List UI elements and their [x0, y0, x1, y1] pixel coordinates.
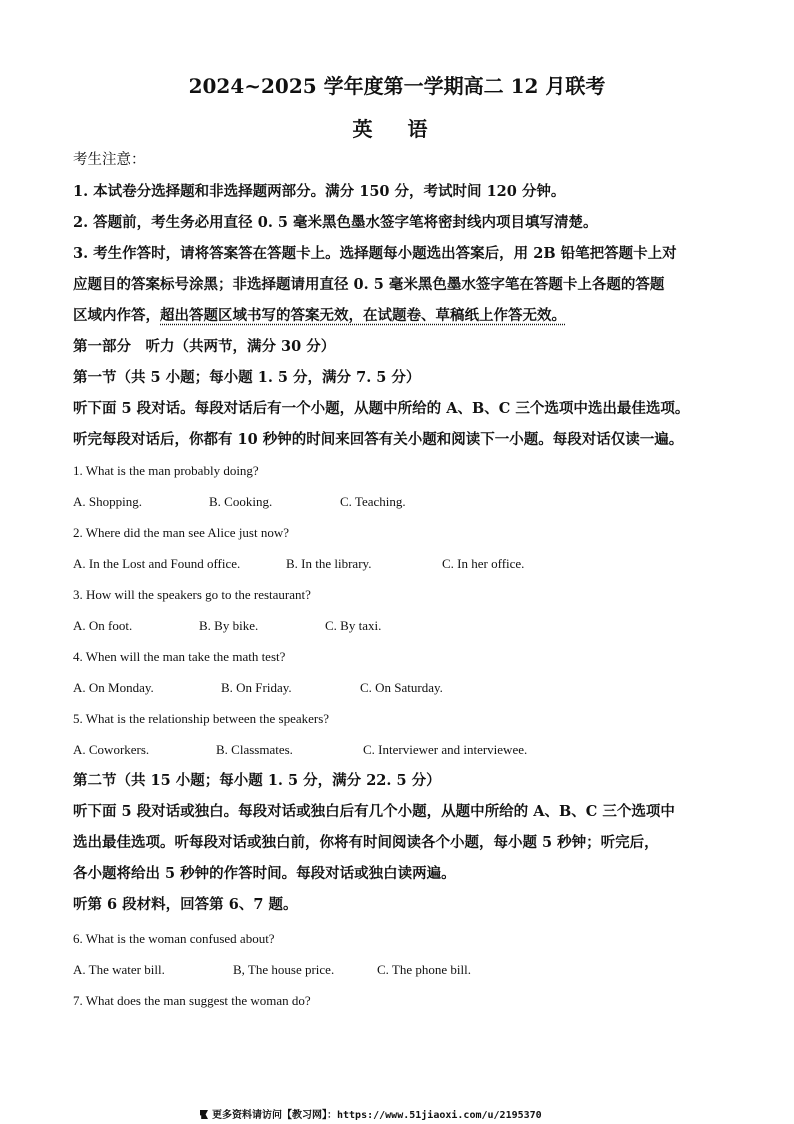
option-c[interactable]: C. Interviewer and interviewee.	[363, 742, 528, 757]
option-c[interactable]: C. In her office.	[442, 556, 525, 571]
option-c[interactable]: C. Teaching.	[340, 494, 406, 509]
section2-block	[73, 765, 723, 920]
section1-instruction-line-2: 听完每段对话后，你都有 10 秒钟的时间来回答有关小题和阅读下一小题。每段对话仅读一遍。	[73, 431, 684, 448]
footer-link[interactable]: 更多资料请访问【教习网】：https://www.51jiaoxi.com/u/2195370	[212, 1110, 542, 1121]
option-b[interactable]: B. By bike.	[199, 618, 259, 633]
part1-heading: 第一部分 听力（共两节，满分 30 分）	[73, 338, 336, 355]
exam-title: 2024~2025 学年度第一学期高二 12 月联考	[188, 74, 606, 98]
option-b[interactable]: B. Classmates.	[216, 742, 293, 757]
notice-item-3-line-2: 应题目的答案标号涂黑；非选择题请用直径 0. 5 毫米黑色墨水签字笔在答题卡上各题的答题	[73, 276, 665, 293]
option-a[interactable]: A. On Monday.	[73, 680, 154, 695]
question-4: 4. When will the man take the math test?	[73, 649, 286, 664]
section1-questions	[73, 455, 723, 765]
notice-item-3-line-3	[73, 300, 723, 331]
option-a[interactable]: A. Shopping.	[73, 494, 142, 509]
option-a[interactable]: A. Coworkers.	[73, 742, 150, 757]
section2-instruction-line-2: 选出最佳选项。听每段对话或独白前，你将有时间阅读各个小题，每小题 5 秒钟；听完后，	[73, 834, 659, 851]
question-7: 7. What does the man suggest the woman do?	[73, 993, 311, 1008]
question-3-options	[73, 610, 723, 641]
question-3: 3. How will the speakers go to the restaurant?	[73, 587, 311, 602]
notice-item-3-line-1: 3. 考生作答时，请将答案答在答题卡上。选择题每小题选出答案后，用 2B 铅笔把答题卡上对	[73, 245, 677, 262]
option-c[interactable]: C. The phone bill.	[377, 962, 472, 977]
option-b[interactable]: B. Cooking.	[209, 494, 273, 509]
question-2: 2. Where did the man see Alice just now?	[73, 525, 290, 540]
section1-instruction-line-1: 听下面 5 段对话。每段对话后有一个小题，从题中所给的 A、B、C 三个选项中选出最佳选项。	[73, 400, 690, 417]
section2-instruction-line-3: 各小题将给出 5 秒钟的作答时间。每段对话或独白读两遍。	[73, 865, 456, 882]
option-b[interactable]: B, The house price.	[233, 962, 335, 977]
subject-title: 英 语	[352, 117, 442, 141]
option-b[interactable]: B. On Friday.	[221, 680, 292, 695]
footer	[200, 1106, 620, 1121]
notice-block	[73, 145, 723, 455]
notice-item-3-line-3a: 区域内作答，	[73, 307, 160, 324]
option-a[interactable]: A. In the Lost and Found office.	[73, 556, 241, 571]
section2-heading: 第二节（共 15 小题；每小题 1. 5 分，满分 22. 5 分）	[73, 772, 441, 789]
notice-item-3-emphasis: 超出答题区域书写的答案无效，在试题卷、草稿纸上作答无效。	[160, 307, 566, 324]
question-1-options	[73, 486, 723, 517]
section2-instruction-line-1: 听下面 5 段对话或独白。每段对话或独白后有几个小题，从题中所给的 A、B、C 三个选项中	[73, 803, 675, 820]
question-5: 5. What is the relationship between the speakers?	[73, 711, 330, 726]
option-c[interactable]: C. By taxi.	[325, 618, 382, 633]
question-6: 6. What is the woman confused about?	[73, 931, 275, 946]
section1-heading: 第一节（共 5 小题；每小题 1. 5 分，满分 7. 5 分）	[73, 369, 421, 386]
question-2-options	[73, 548, 723, 579]
question-5-options	[73, 734, 723, 765]
question-4-options	[73, 672, 723, 703]
flag-icon	[200, 1110, 208, 1119]
notice-item-2: 2. 答题前，考生务必用直径 0. 5 毫米黑色墨水签字笔将密封线内项目填写清楚。	[73, 214, 598, 231]
notice-item-1: 1. 本试卷分选择题和非选择题两部分。满分 150 分，考试时间 120 分钟。	[73, 183, 566, 200]
notice-heading: 考生注意：	[73, 152, 146, 168]
material-6-heading: 听第 6 段材料，回答第 6、7 题。	[73, 896, 298, 913]
option-a[interactable]: A. The water bill.	[73, 962, 165, 977]
question-6-options	[73, 954, 723, 985]
option-a[interactable]: A. On foot.	[73, 618, 133, 633]
section2-questions	[73, 923, 723, 1016]
option-c[interactable]: C. On Saturday.	[360, 680, 443, 695]
option-b[interactable]: B. In the library.	[286, 556, 372, 571]
question-1: 1. What is the man probably doing?	[73, 463, 259, 478]
